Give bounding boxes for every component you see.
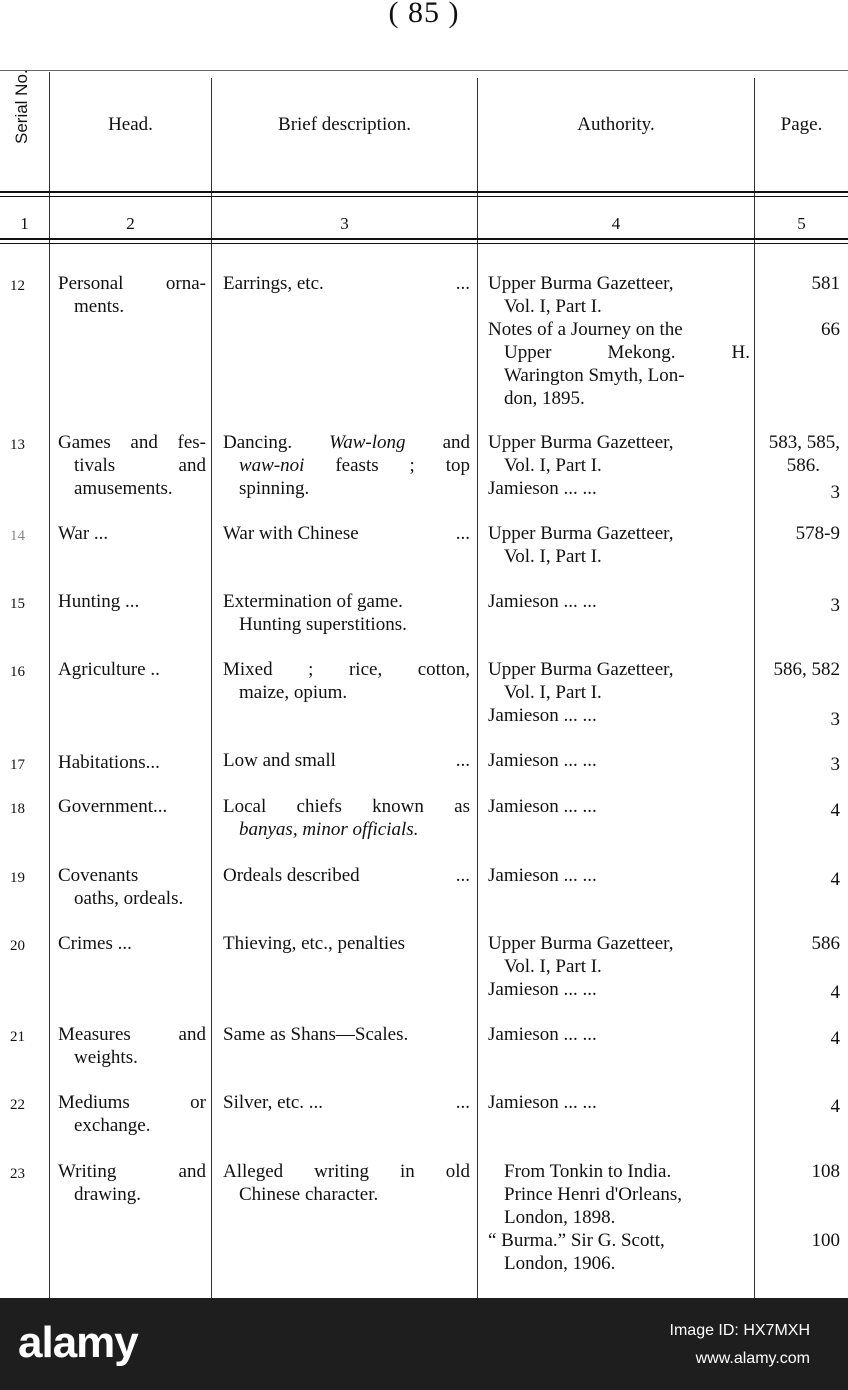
authority-line: Vol. I, Part I. — [504, 956, 602, 977]
row-description — [223, 749, 470, 772]
column-number: 3 — [340, 214, 349, 233]
head-line: drawing. — [74, 1184, 142, 1205]
row-description — [223, 431, 470, 500]
row-description — [223, 1160, 470, 1206]
row-page: 586, 582 — [773, 659, 840, 680]
authority-line: Notes of a Journey on the — [488, 319, 683, 340]
head-line: Agriculture .. — [58, 659, 160, 680]
authority-line: London, 1898. — [504, 1207, 616, 1228]
column-divider — [754, 78, 755, 1298]
row-serial: 14 — [10, 528, 25, 544]
row-page: 100 — [811, 1230, 840, 1251]
row-page: 4 — [830, 800, 840, 821]
row-serial: 16 — [10, 664, 25, 680]
row-head — [58, 795, 206, 818]
row-authority — [488, 431, 750, 500]
authority-line: Vol. I, Part I. — [504, 682, 602, 703]
column-number: 5 — [797, 214, 806, 233]
authority-line: Warington Smyth, Lon- — [504, 365, 685, 386]
authority-line: Vol. I, Part I. — [504, 455, 602, 476]
authority-line: Vol. I, Part I. — [504, 296, 602, 317]
watermark-url: www.alamy.com — [695, 1350, 810, 1367]
row-serial: 21 — [10, 1029, 25, 1045]
row-page: 3 — [830, 754, 840, 775]
row-authority — [488, 864, 750, 887]
row-authority — [488, 272, 750, 410]
head-line: Mediums or — [58, 1092, 206, 1113]
column-divider — [49, 72, 50, 1298]
row-page: 586. — [786, 455, 820, 476]
head-line: exchange. — [74, 1115, 151, 1136]
row-page: 583, 585, — [768, 432, 840, 453]
authority-header: Authority. — [577, 114, 655, 135]
row-page: 4 — [830, 982, 840, 1003]
description-line: Chinese character. — [239, 1184, 379, 1205]
row-authority — [488, 1023, 750, 1046]
row-serial: 13 — [10, 437, 25, 453]
head-line: Personal orna- — [58, 273, 206, 294]
row-serial: 20 — [10, 938, 25, 954]
authority-line: Jamieson ... ... — [488, 979, 597, 1000]
row-description — [223, 1091, 470, 1114]
row-authority — [488, 1160, 750, 1275]
head-line: ments. — [74, 296, 125, 317]
description-line: Mixed ; rice, cotton, — [223, 659, 470, 680]
header-top-rule — [0, 70, 848, 71]
description-line: banyas, minor officials. — [239, 819, 419, 840]
head-line: Habitations... — [58, 752, 160, 773]
head-header: Head. — [108, 114, 153, 135]
row-head — [58, 751, 206, 774]
row-head — [58, 272, 206, 318]
authority-line: Upper Mekong. H. — [504, 342, 750, 363]
authority-line: Jamieson ... ... — [488, 865, 597, 886]
authority-line: London, 1906. — [504, 1253, 616, 1274]
row-serial: 12 — [10, 278, 25, 294]
row-authority — [488, 932, 750, 1001]
authority-line: Upper Burma Gazetteer, — [488, 933, 674, 954]
row-description — [223, 272, 470, 295]
description-header: Brief description. — [278, 114, 411, 135]
row-description — [223, 864, 470, 887]
row-page: 108 — [811, 1161, 840, 1182]
authority-line: Jamieson ... ... — [488, 1092, 597, 1113]
authority-line: don, 1895. — [504, 388, 585, 409]
row-authority — [488, 658, 750, 727]
image-id-label: Image ID: HX7MXH — [669, 1322, 810, 1339]
description-line: Alleged writing in old — [223, 1161, 470, 1182]
row-head — [58, 522, 206, 545]
column-number-rule — [0, 238, 848, 244]
row-page: 4 — [830, 869, 840, 890]
row-page: 578-9 — [795, 523, 840, 544]
description-line: Hunting superstitions. — [239, 614, 407, 635]
description-line: War with Chinese ... — [223, 523, 470, 544]
row-page: 586 — [811, 933, 840, 954]
row-authority — [488, 795, 750, 818]
head-line: Covenants — [58, 865, 139, 886]
row-page: 3 — [830, 482, 840, 503]
description-line: Thieving, etc., penalties — [223, 933, 406, 954]
row-head — [58, 1160, 206, 1206]
authority-line: Upper Burma Gazetteer, — [488, 659, 674, 680]
row-serial: 15 — [10, 596, 25, 612]
description-line: Earrings, etc. ... — [223, 273, 470, 294]
description-line: Dancing. Waw-long and — [223, 432, 470, 453]
row-authority — [488, 590, 750, 613]
description-line: maize, opium. — [239, 682, 348, 703]
authority-line: “ Burma.” Sir G. Scott, — [488, 1230, 665, 1251]
row-head — [58, 431, 206, 500]
head-line: War ... — [58, 523, 109, 544]
description-line: Ordeals described ... — [223, 865, 470, 886]
row-head — [58, 932, 206, 955]
row-serial: 22 — [10, 1097, 25, 1113]
alamy-logo: alamy — [18, 1318, 138, 1367]
description-line: Same as Shans—Scales. — [223, 1024, 409, 1045]
column-number: 2 — [126, 214, 135, 233]
row-description — [223, 590, 470, 636]
row-page: 3 — [830, 709, 840, 730]
head-line: Hunting ... — [58, 591, 140, 612]
page-number: ( 85 ) — [388, 0, 460, 29]
description-line: spinning. — [239, 478, 310, 499]
authority-line: Vol. I, Part I. — [504, 546, 602, 567]
description-line: Extermination of game. — [223, 591, 403, 612]
column-divider — [211, 78, 212, 1298]
header-double-rule — [0, 191, 848, 197]
authority-line: Prince Henri d'Orleans, — [504, 1184, 683, 1205]
head-line: Crimes ... — [58, 933, 132, 954]
row-serial: 23 — [10, 1166, 25, 1182]
watermark-banner — [0, 1298, 848, 1390]
row-head — [58, 1091, 206, 1137]
authority-line: Jamieson ... ... — [488, 705, 597, 726]
description-line: waw-noi feasts ; top — [239, 455, 470, 476]
row-head — [58, 1023, 206, 1069]
head-line: Government... — [58, 796, 168, 817]
row-authority — [488, 522, 750, 568]
head-line: oaths, ordeals. — [74, 888, 184, 909]
head-line: amusements. — [74, 478, 173, 499]
column-number: 1 — [20, 214, 29, 233]
row-description — [223, 932, 470, 955]
row-page: 3 — [830, 595, 840, 616]
row-page: 581 — [811, 273, 840, 294]
authority-line: Jamieson ... ... — [488, 796, 597, 817]
authority-line: Upper Burma Gazetteer, — [488, 432, 674, 453]
row-page: 66 — [821, 319, 840, 340]
column-number: 4 — [611, 214, 621, 233]
authority-line: Upper Burma Gazetteer, — [488, 273, 674, 294]
head-line: tivals and — [74, 455, 206, 476]
authority-line: Jamieson ... ... — [488, 1024, 597, 1045]
head-line: weights. — [74, 1047, 138, 1068]
head-line: Games and fes- — [58, 432, 206, 453]
row-serial: 18 — [10, 801, 25, 817]
row-serial: 19 — [10, 870, 25, 886]
row-authority — [488, 1091, 750, 1114]
page-header: Page. — [780, 114, 823, 135]
row-head — [58, 658, 206, 681]
description-line: Low and small ... — [223, 750, 470, 771]
head-line: Writing and — [58, 1161, 206, 1182]
description-line: Silver, etc. ... ... — [223, 1092, 470, 1113]
row-authority — [488, 749, 750, 772]
row-head — [58, 864, 206, 910]
row-page: 4 — [830, 1096, 840, 1117]
column-divider — [477, 78, 478, 1298]
row-description — [223, 522, 470, 545]
row-description — [223, 1023, 470, 1046]
row-page: 4 — [830, 1028, 840, 1049]
authority-line: Jamieson ... ... — [488, 591, 597, 612]
authority-line: Upper Burma Gazetteer, — [488, 523, 674, 544]
authority-line: Jamieson ... ... — [488, 750, 597, 771]
row-description — [223, 795, 470, 841]
authority-line: From Tonkin to India. — [504, 1161, 672, 1182]
row-serial: 17 — [10, 757, 25, 773]
serial-no-header: Serial No. — [12, 69, 31, 144]
head-line: Measures and — [58, 1024, 206, 1045]
description-line: Local chiefs known as — [223, 796, 470, 817]
row-head — [58, 590, 206, 613]
row-description — [223, 658, 470, 704]
authority-line: Jamieson ... ... — [488, 478, 597, 499]
